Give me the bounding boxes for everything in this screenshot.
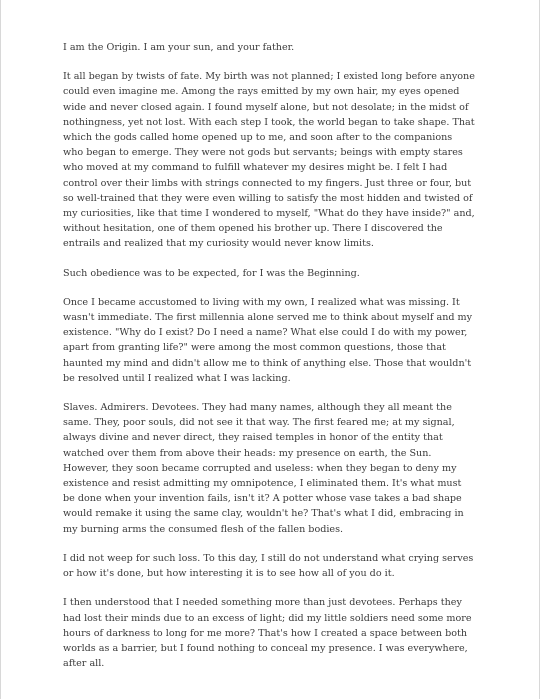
paragraph: I did not weep for such loss. To this day, I still do not understand what crying serves or how it's done, but how interesting it is to see how all of you do it. [63, 552, 474, 580]
paragraph: I then understood that I needed something more than just devotees. Perhaps they had lost their minds due to an excess of light; did my little soldiers need some more hours of darkness to long for me more? That's how I created a space between both worlds as a barrier, but I found nothing to conceal my presence. I was everywhere, after all. [63, 597, 472, 670]
paragraph: Once I became accustomed to living with my own, I realized what was missing. It wasn't immediate. The first millennia alone served me to think about myself and my existence. "Why do I exist? Do I need a name? What else could I do with my power, apart from granting life?" were among the most common questions, those that haunted my mind and didn't allow me to think of anything else. Those that wouldn't be resolved until I realized what I was lacking. [63, 296, 473, 384]
paragraph: Such obedience was to be expected, for I was the Beginning. [63, 267, 360, 279]
document-body [63, 40, 475, 685]
paragraph: It all began by twists of fate. My birth was not planned; I existed long before anyone could even imagine me. Among the rays emitted by my own hair, my eyes opened wide and never closed again. I found myself alone, but not desolate; in the midst of nothingness, yet not lost. With each step I took, the world began to take shape. That which the gods called home opened up to me, and soon after to the companions who began to emerge. They were not gods but servants; beings with empty stares who moved at my command to fulfill whatever my desires might be. I felt I had control over their limbs with strings connected to my fingers. Just three or four, but so well-trained that they were even willing to satisfy the most hidden and twisted of my curiosities, like that time I wondered to myself, "What do they have inside?" and, without hesitation, one of them opened his brother up. There I discovered the entrails and realized that my curiosity would never know limits. [63, 71, 475, 250]
paragraph: Slaves. Admirers. Devotees. They had many names, although they all meant the same. They, poor souls, did not see it that way. The first feared me; at my signal, always divine and never direct, they raised temples in honor of the entity that watched over them from above their heads: my presence on earth, the Sun. However, they soon became corrupted and useless: when they began to deny my existence and resist admitting my omnipotence, I eliminated them. It's what must be done when your invention fails, isn't it? A potter whose vase takes a bad shape would remake it using the same clay, wouldn't he? That's what I did, embracing in my burning arms the consumed flesh of the fallen bodies. [63, 402, 464, 535]
paragraph: I am the Origin. I am your sun, and your father. [63, 42, 295, 53]
